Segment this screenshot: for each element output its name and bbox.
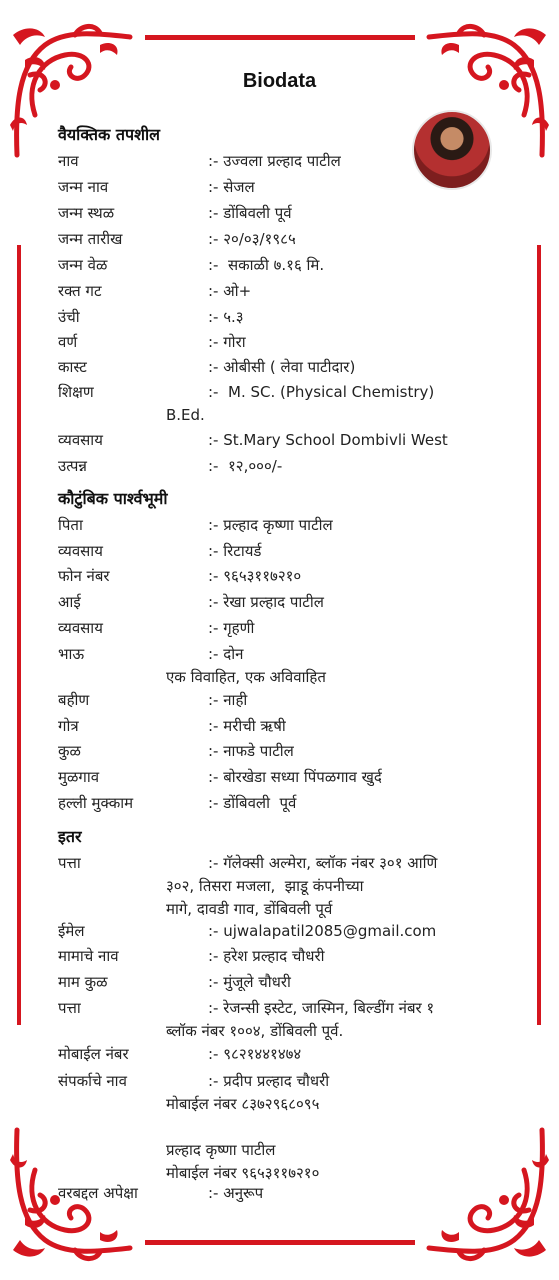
field-value: :- उज्वला प्रल्हाद पाटील bbox=[208, 152, 341, 170]
field-value: :- हरेश प्रल्हाद चौधरी bbox=[208, 947, 325, 965]
field-label: मामाचे नाव bbox=[58, 947, 119, 965]
section-heading-personal: वैयक्तिक तपशील bbox=[58, 125, 160, 144]
field-value: :- रिटायर्ड bbox=[208, 542, 262, 560]
field-value: :- ९६५३११७२१० bbox=[208, 567, 302, 585]
field-label: जन्म स्थळ bbox=[58, 204, 115, 222]
field-value: :- नाही bbox=[208, 691, 248, 709]
field-value: :- डोंबिवली पूर्व bbox=[208, 204, 292, 222]
field-value: :- गॅलेक्सी अल्मेरा, ब्लॉक नंबर ३०१ आणि bbox=[208, 854, 438, 872]
field-value: :- ओबीसी ( लेवा पाटीदार) bbox=[208, 358, 356, 376]
field-label: मोबाईल नंबर bbox=[58, 1045, 129, 1063]
field-value: :- रेखा प्रल्हाद पाटील bbox=[208, 593, 324, 611]
field-value: :- ५.३ bbox=[208, 308, 244, 326]
field-value: :- ujwalapatil2085@gmail.com bbox=[208, 922, 437, 940]
field-label: मुळगाव bbox=[58, 768, 100, 786]
field-label: फोन नंबर bbox=[58, 567, 110, 585]
field-value: :- मरीची ऋषी bbox=[208, 717, 286, 735]
field-label: हल्ली मुक्काम bbox=[58, 794, 134, 812]
field-label: भाऊ bbox=[58, 645, 85, 663]
field-value-continued: एक विवाहित, एक अविवाहित bbox=[166, 668, 326, 686]
page-title: Biodata bbox=[242, 70, 317, 92]
field-label: व्यवसाय bbox=[58, 431, 103, 449]
field-label: कास्ट bbox=[58, 358, 87, 376]
field-value: :- सेजल bbox=[208, 178, 255, 196]
field-label: उत्पन्न bbox=[58, 457, 87, 475]
field-label: जन्म वेळ bbox=[58, 256, 108, 274]
field-label: शिक्षण bbox=[58, 383, 94, 401]
field-value: :- St.Mary School Dombivli West bbox=[208, 431, 448, 449]
field-label: ईमेल bbox=[58, 922, 85, 940]
field-value: :- नाफडे पाटील bbox=[208, 742, 294, 760]
field-label: गोत्र bbox=[58, 717, 79, 735]
field-value: :- प्रदीप प्रल्हाद चौधरी bbox=[208, 1072, 330, 1090]
field-label: आई bbox=[58, 593, 81, 611]
field-value: :- मुंजूले चौधरी bbox=[208, 973, 291, 991]
field-label: वर्ण bbox=[58, 333, 78, 351]
field-label: जन्म नाव bbox=[58, 178, 109, 196]
field-value: :- १२,०००/- bbox=[208, 457, 283, 475]
field-label: व्यवसाय bbox=[58, 619, 103, 637]
field-value: :- दोन bbox=[208, 645, 244, 663]
field-label: बहीण bbox=[58, 691, 90, 709]
field-value: :- ९८२१४४१४७४ bbox=[208, 1045, 302, 1063]
field-value: :- अनुरूप bbox=[208, 1184, 264, 1202]
field-value: :- ओ+ bbox=[208, 282, 252, 300]
field-label: उंची bbox=[58, 308, 80, 326]
field-value: :- गोरा bbox=[208, 333, 246, 351]
field-value: :- २०/०३/१९८५ bbox=[208, 230, 296, 248]
field-value: :- M. SC. (Physical Chemistry) bbox=[208, 383, 435, 401]
field-label: माम कुळ bbox=[58, 973, 108, 991]
field-label: नाव bbox=[58, 152, 79, 170]
field-label: कुळ bbox=[58, 742, 81, 760]
field-value-continued: ब्लॉक नंबर १००४, डोंबिवली पूर्व. bbox=[166, 1022, 344, 1040]
field-label: वरबद्दल अपेक्षा bbox=[58, 1184, 138, 1202]
section-heading-family: कौटुंबिक पार्श्वभूमी bbox=[58, 489, 168, 508]
field-label: व्यवसाय bbox=[58, 542, 103, 560]
field-label: जन्म तारीख bbox=[58, 230, 123, 248]
field-label: पिता bbox=[58, 516, 83, 534]
field-value-continued: B.Ed. bbox=[166, 406, 205, 424]
field-label: संपर्काचे नाव bbox=[58, 1072, 127, 1090]
field-value: :- डोंबिवली पूर्व bbox=[208, 794, 297, 812]
field-value-continued: मोबाईल नंबर ८३७२९६८०९५ प्रल्हाद कृष्णा पाटील मोबाईल नंबर ९६५३११७२१० bbox=[166, 1095, 320, 1182]
field-value: :- गृहणी bbox=[208, 619, 255, 637]
field-value-continued: ३०२, तिसरा मजला, झाडू कंपनीच्या मागे, दावडी गाव, डोंबिवली पूर्व bbox=[166, 877, 364, 918]
field-value: :- रेजन्सी इस्टेट, जास्मिन, बिल्डींग नंबर १ bbox=[208, 999, 435, 1017]
field-label: रक्त गट bbox=[58, 282, 102, 300]
field-value: :- सकाळी ७.१६ मि. bbox=[208, 256, 325, 274]
field-value: :- बोरखेडा सध्या पिंपळगाव खुर्द bbox=[208, 768, 382, 786]
field-value: :- प्रल्हाद कृष्णा पाटील bbox=[208, 516, 333, 534]
field-label: पत्ता bbox=[58, 999, 81, 1017]
field-label: पत्ता bbox=[58, 854, 81, 872]
section-heading-other: इतर bbox=[58, 827, 82, 846]
